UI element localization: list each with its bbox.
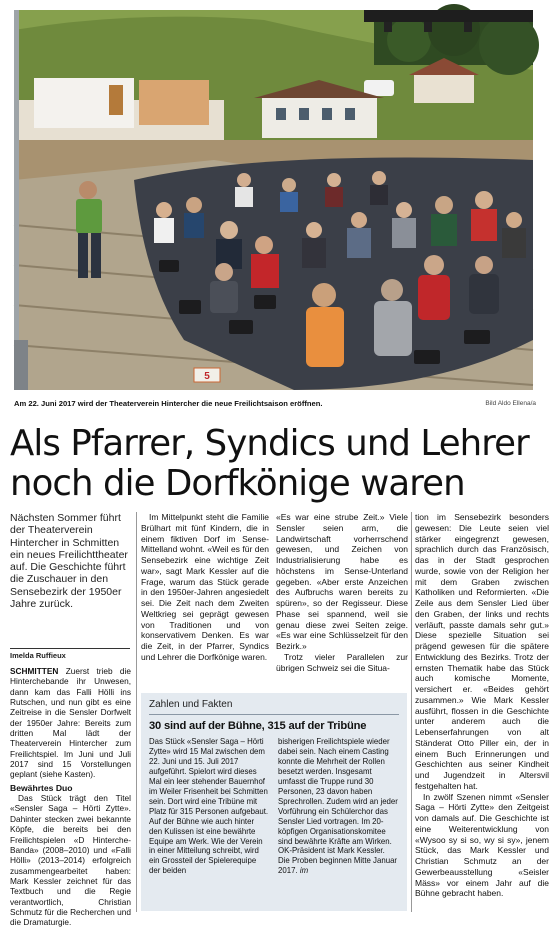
facts-box-text-left: Das Stück «Sensler Saga – Hörti Zytte» wird 15 Mal zwischen dem 22. Juni und 15. Juli 2017 aufgeführt. Spielort wird dieses Mal ein leer stehender Bauernhof im Weiler Frisenheit bei Schmitten sein. Dort wird eine Tribüne mit Platz für 315 Personen aufgebaut. Auf der Bühne wie auch hinter den Kulissen ist eine bewährte Equipe am Werk. Wie der Verein in einer Mitteilung schreibt, wird ein Grossteil der Spielerequipe der beiden: [149, 737, 269, 876]
author-byline: Imelda Ruffieux: [10, 651, 66, 660]
paragraph: Im Mittelpunkt steht die Familie Brülhart mit fünf Kindern, die in einem fiktiven Dorf im Sense-Mittelland wohnt. «Weil es für den Sensebezirk eine wichtige Zeit war», sagt Mark Kessler auf die Frage, warum das Stück gerade in den 1950er-Jahren angesiedelt sei. Die Zeit nach dem Zweiten Weltkrieg sei geprägt gewesen von Traditionen und von konservativem Denken. Es war die Zeit, in der Pfarrer, Syndics und Lehrer die Dorfkönige waren.: [141, 512, 269, 662]
headline-line-2: noch die Dorfkönige waren: [10, 463, 465, 504]
paragraph-text: Zuerst trieb die Hinterchebande ihr Unwesen, dann kam das Falli Hölli ins Rutschen, und nun gibt es eine Zeitreise in die Sensler Dorfwelt der 1950er Jahre: Bereits zum dritten Mal lädt der Theaterverein Hintercher zum Freilichtspiel. Im Juni und Juli 2017 sind 15 Vorstellungen geplant (siehe Kasten).: [10, 666, 131, 780]
column-divider: [136, 512, 137, 912]
paragraph: In zwölf Szenen nimmt «Sensler Saga – Hörti Zytte» den Zeitgeist von damals auf. Die Geschichte ist eine Weiterentwicklung von «Wysoo sy si so, wy si sy», jenem Stück, das Mark Kessler und Christian Schmutz an der Gewerbeausstellung «Seisler Mäss» vor einem Jahr auf die Bühne gebracht haben.: [415, 791, 549, 899]
paragraph: «Es war eine strube Zeit.» Viele Sensler seien arm, die Landwirtschaft vorherrschend gewesen, und Zeichen von Industrialisierung habe es höchstens im Sense-Unterland gegeben. «Aber erste Anzeichen des Aufbruchs waren bereits zu spüren», so der Regisseur. Diese Phase sei spannend, weil sie genau diese zwei Seiten zeige. «Es war eine Schlüsselzeit für den Bezirk.»: [276, 512, 408, 651]
author-divider: [10, 648, 130, 649]
headline-line-1: Als Pfarrer, Syndics und Lehrer: [10, 423, 529, 464]
seat-number-label: 5: [204, 371, 210, 382]
article-lead: Nächsten Sommer führt der Theaterverein Hintercher in Schmitten ein neues Freilichttheater auf. Die Geschichte führt die Zuschauer in den Sensebezirk der 1950er Jahre zurück.: [10, 512, 128, 611]
paragraph: tion im Sensebezirk besonders gewesen: Die Leute seien viel stärker eingegrenzt gewesen, sprachlich durch das Französisch, das in der Stadt gesprochen wurde, sowie von der Religion her mit dem Graben zwischen Katholiken und Reformierten. «Die Zeile aus dem Sensler Lied über den Graben, der links und rechts verläuft, passte damals sehr gut.» Diese spezielle Situation sei prägend gewesen für die spätere Entwicklung des Bezirks. Trotz der ernsten Thematik habe das Stück auch komische Momente, versichert er. «Beides gehört zusammen.» Wie Mark Kessler ausführt, flossen in die Geschichte unter anderem auch die Lebenserfahrungen von alt Ständerat Otto Piller ein, der in einem Buch Erinnerungen und Geschichten aus seiner Kindheit und Jugendzeit in Altersvil festgehalten hat.: [415, 512, 549, 791]
facts-box-columns: [149, 737, 399, 876]
audience-grandstand-image: [14, 10, 533, 390]
facts-box-text-right: [278, 737, 398, 876]
paragraph: [10, 666, 131, 780]
facts-box: [141, 693, 407, 911]
facts-box-signature: im: [299, 866, 309, 876]
subheading: Bewährtes Duo: [10, 782, 73, 793]
facts-box-kicker: Zahlen und Fakten: [149, 699, 233, 710]
article-column-2: [141, 512, 269, 663]
column-divider: [411, 512, 412, 912]
headline: [10, 424, 550, 504]
paragraph: Das Stück trägt den Titel «Sensler Saga – Hörti Zytte». Dahinter stecken zwei bekannte Köpfe, die bereits bei den Freilichtspielen «D Hinterche-Banda» (2008–2010) und «Falli Hölli» (2013–2014) erfolgreich zusammengearbeitet haben: Mark Kessler zeichnet für das Textbuch und die Regie verantwortlich, Christian Schmutz für die Recherchen und die Dramaturgie.: [10, 793, 131, 928]
article-column-1: [10, 666, 131, 928]
article-photo: [14, 10, 533, 390]
facts-box-right-paragraph: bisherigen Freilichtspiele wieder dabei sein. Nach einem Casting konnte die Mehrheit der Rollen besetzt werden. Insgesamt umfasst die Truppe rund 30 Personen, 23 davon haben Sprechrollen. Zudem wird an jeder Vorführung ein Schülerchor das Sensler Lied vortragen. Im 20-köpfigen Organisationskomitee sind bewährte Kräfte am Wirken. OK-Präsident ist Mark Kessler. Die Proben beginnen Mitte Januar 2017.: [278, 737, 398, 876]
facts-box-title: 30 sind auf der Bühne, 315 auf der Tribüne: [149, 720, 367, 732]
paragraph: Trotz vieler Parallelen zur übrigen Schweiz sei die Situa-: [276, 651, 408, 673]
article-column-3: [276, 512, 408, 673]
photo-caption: Am 22. Juni 2017 wird der Theaterverein Hintercher die neue Freilichtsaison eröffnen.: [14, 399, 323, 408]
dateline: SCHMITTEN: [10, 666, 59, 676]
facts-box-divider: [149, 714, 399, 715]
article-column-4: [415, 512, 549, 899]
photo-credit: Bild Aldo Ellena/a: [485, 400, 536, 407]
